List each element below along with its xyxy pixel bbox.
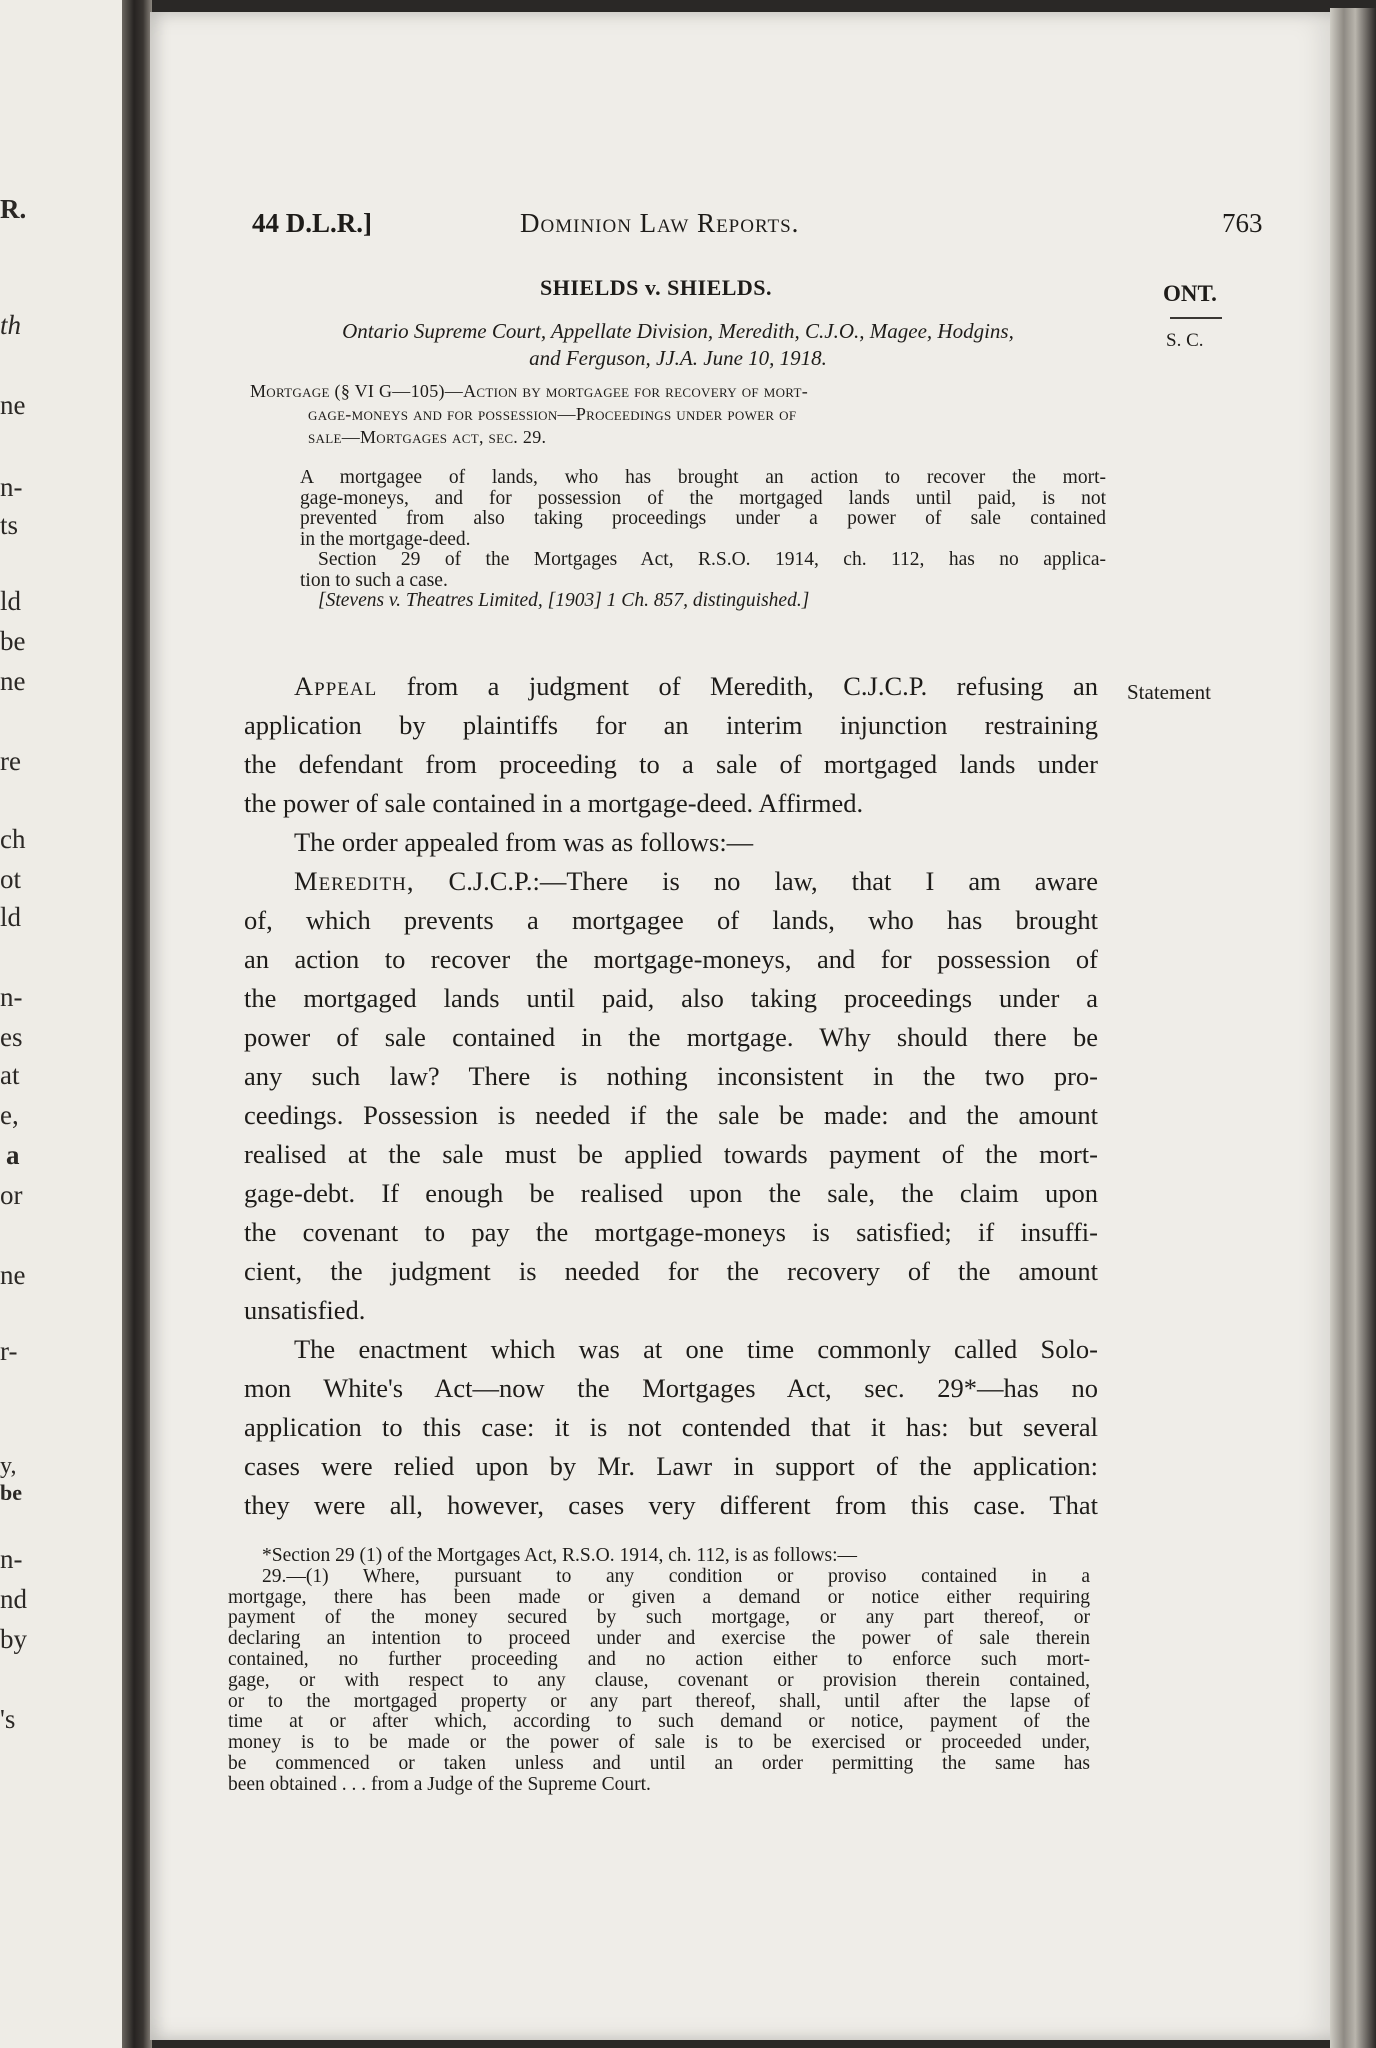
body-line: the covenant to pay the mortgage-moneys is satisfied; if insuffi- — [244, 1217, 1098, 1247]
headnote-line: in the mortgage-deed. — [300, 528, 471, 550]
catchword-line: gage-moneys and for possession—Proceedings under power of — [308, 404, 797, 424]
facing-page-fragment: be — [0, 626, 26, 656]
headnote-line: prevented from also taking proceedings under a power of sale contained — [300, 508, 1106, 529]
catchword-line: Mortgage (§ VI G—105)—Action by mortgagee for recovery of mort- — [250, 381, 809, 401]
body-line: unsatisfied. — [244, 1295, 366, 1325]
facing-page-fragment: re — [0, 746, 21, 776]
footnote-line: 29.—(1) Where, pursuant to any condition or proviso contained in a — [262, 1565, 1090, 1587]
body-line: any such law? There is nothing inconsistent in the two pro- — [244, 1061, 1098, 1091]
jurisdiction-label: ONT. — [1163, 281, 1217, 306]
body-line — [244, 667, 1098, 706]
page-edge — [1330, 8, 1376, 2048]
margin-rule — [1170, 317, 1222, 319]
facing-page-fragment: n- — [0, 982, 23, 1012]
facing-page-fragment: be — [0, 1480, 22, 1505]
body-line-text: from a judgment of Meredith, C.J.C.P. refusing an — [406, 671, 1098, 701]
facing-page-fragment: r- — [0, 1336, 18, 1366]
footnote-line: *Section 29 (1) of the Mortgages Act, R.S.O. 1914, ch. 112, is as follows:— — [262, 1545, 858, 1566]
facing-page-fragment: or — [0, 1180, 23, 1210]
body-line: the power of sale contained in a mortgage-deed. Affirmed. — [244, 788, 864, 818]
facing-page-fragment: n- — [0, 472, 23, 502]
lead-word-appeal: Appeal — [294, 671, 378, 701]
facing-page — [0, 0, 130, 2048]
headnote — [300, 468, 1106, 612]
headnote-line: tion to such a case. — [300, 569, 448, 591]
court-abbrev: S. C. — [1166, 330, 1204, 351]
facing-page-fragment: ne — [0, 390, 26, 420]
footnote-line: time at or after which, according to such demand or notice, payment of the — [228, 1711, 1090, 1733]
facing-page-fragment: nd — [0, 1584, 27, 1614]
body-line: the mortgaged lands until paid, also taking proceedings under a — [244, 983, 1098, 1013]
body-line-text: C.J.C.P.:—There is no law, that I am aware — [448, 866, 1099, 896]
facing-page-fragment: ot — [0, 864, 22, 894]
catchwords — [250, 380, 1108, 449]
judgment-text — [244, 667, 1098, 1525]
facing-page-fragment: th — [0, 310, 22, 340]
body-line — [244, 862, 1098, 901]
case-title: SHIELDS v. SHIELDS. — [540, 275, 773, 300]
footnote-line: or to the mortgaged property or any part thereof, shall, until after the lapse of — [228, 1690, 1090, 1712]
catchword-line: sale—Mortgages act, sec. 29. — [308, 427, 547, 447]
footnote — [228, 1546, 1090, 1796]
body-line: an action to recover the mortgage-moneys, and for possession of — [244, 944, 1098, 974]
facing-page-fragment: a — [6, 1140, 20, 1170]
body-line: application by plaintiffs for an interim injunction restraining — [244, 710, 1098, 740]
body-line: cient, the judgment is needed for the recovery of the amount — [244, 1256, 1098, 1286]
court-line: Ontario Supreme Court, Appellate Division, Meredith, C.J.O., Magee, Hodgins, — [342, 319, 1014, 343]
body-line: they were all, however, cases very different from this case. That — [244, 1490, 1098, 1520]
facing-page-fragment: ch — [0, 824, 26, 854]
body-line: gage-debt. If enough be realised upon the sale, the claim upon — [244, 1178, 1098, 1208]
body-line: the defendant from proceeding to a sale of mortgaged lands under — [244, 749, 1098, 779]
running-head-title: Dominion Law Reports. — [520, 208, 800, 238]
facing-page-fragment: ld — [0, 902, 22, 932]
running-head-volume: 44 D.L.R.] — [252, 208, 372, 238]
footnote-line: mortgage, there has been made or given a demand or notice either requiring — [228, 1586, 1090, 1608]
headnote-line: A mortgagee of lands, who has brought an action to recover the mort- — [300, 467, 1106, 488]
margin-note-statement: Statement — [1127, 680, 1211, 704]
facing-page-fragment: ne — [0, 666, 26, 696]
facing-page-fragment: R. — [0, 194, 27, 224]
facing-page-fragment: 's — [0, 1704, 16, 1734]
facing-page-fragment: ld — [0, 586, 22, 616]
facing-page-fragment: by — [0, 1624, 27, 1654]
body-line: power of sale contained in the mortgage. Why should there be — [244, 1022, 1098, 1052]
facing-page-fragment: ne — [0, 1260, 26, 1290]
facing-page-fragment: ts — [0, 510, 19, 540]
body-line: mon White's Act—now the Mortgages Act, sec. 29*—has no — [244, 1373, 1098, 1403]
footnote-line: money is to be made or the power of sale is to be exercised or proceeded under, — [228, 1732, 1090, 1754]
footnote-line: contained, no further proceeding and no action either to enforce such mort- — [228, 1648, 1090, 1670]
facing-page-fragment: es — [0, 1022, 23, 1052]
court-line: and Ferguson, JJ.A. June 10, 1918. — [529, 346, 827, 370]
facing-page-fragment: n- — [0, 1544, 23, 1574]
body-line: The enactment which was at one time commonly called Solo- — [294, 1334, 1098, 1364]
footnote-line: gage, or with respect to any clause, covenant or provision therein contained, — [228, 1669, 1090, 1691]
body-line: ceedings. Possession is needed if the sale be made: and the amount — [244, 1100, 1098, 1130]
facing-page-fragment: e, — [0, 1100, 19, 1130]
body-line: realised at the sale must be applied towards payment of the mort- — [244, 1139, 1098, 1169]
facing-page-fragment: y, — [0, 1453, 17, 1479]
book-gutter — [122, 0, 152, 2048]
footnote-line: be commenced or taken unless and until an order permitting the same has — [228, 1752, 1090, 1774]
footnote-line: declaring an intention to proceed under and exercise the power of sale therein — [228, 1628, 1090, 1650]
body-line: application to this case: it is not contended that it has: but several — [244, 1412, 1098, 1442]
lead-word-meredith: Meredith, — [294, 866, 415, 896]
facing-page-fragment: at — [0, 1060, 20, 1090]
headnote-line: gage-moneys, and for possession of the mortgaged lands until paid, is not — [300, 487, 1106, 509]
footnote-line: been obtained . . . from a Judge of the Supreme Court. — [228, 1773, 651, 1795]
headnote-line: Section 29 of the Mortgages Act, R.S.O. 1914, ch. 112, has no applica- — [318, 549, 1106, 570]
body-line: of, which prevents a mortgagee of lands, who has brought — [244, 905, 1098, 935]
body-line: cases were relied upon by Mr. Lawr in support of the application: — [244, 1451, 1098, 1481]
footnote-line: payment of the money secured by such mortgage, or any part thereof, or — [228, 1607, 1090, 1629]
court-and-judges — [246, 318, 1110, 372]
page-number: 763 — [1222, 208, 1263, 238]
headnote-citation: [Stevens v. Theatres Limited, [1903] 1 Ch. 857, distinguished.] — [318, 590, 810, 611]
body-line: The order appealed from was as follows:— — [294, 827, 754, 857]
